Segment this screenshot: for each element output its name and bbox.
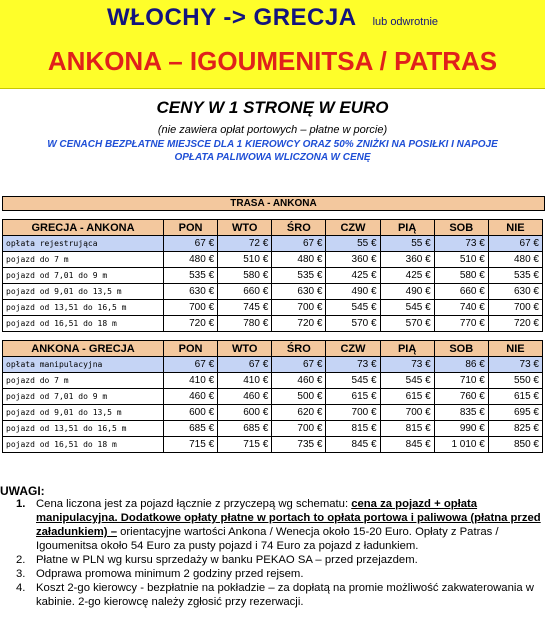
price-cell: 845 €: [380, 437, 434, 453]
price-cell: 630 €: [164, 284, 218, 300]
price-cell: 55 €: [326, 236, 380, 252]
price-cell: 570 €: [326, 316, 380, 332]
price-cell: 815 €: [380, 421, 434, 437]
notes-heading: UWAGI:: [0, 484, 45, 498]
price-cell: 535 €: [488, 268, 542, 284]
price-cell: 615 €: [488, 389, 542, 405]
price-cell: 570 €: [380, 316, 434, 332]
row-label: pojazd od 13,51 do 16,5 m: [3, 421, 164, 437]
prices-note: [0, 138, 545, 164]
price-cell: 720 €: [164, 316, 218, 332]
day-header: PIĄ: [380, 341, 434, 357]
table-row: [3, 316, 543, 332]
price-cell: 580 €: [434, 268, 488, 284]
day-header: PIĄ: [380, 220, 434, 236]
banner-title: WŁOCHY -> GRECJA: [106, 4, 357, 31]
row-label: pojazd od 7,01 do 9 m: [3, 389, 164, 405]
price-cell: 410 €: [218, 373, 272, 389]
day-header: NIE: [488, 341, 542, 357]
row-label: opłata rejestrująca: [3, 236, 164, 252]
price-cell: 1 010 €: [434, 437, 488, 453]
note-text: Odprawa promowa minimum 2 godziny przed rejsem.: [36, 568, 304, 580]
price-cell: 815 €: [326, 421, 380, 437]
price-cell: 490 €: [326, 284, 380, 300]
price-cell: 700 €: [164, 300, 218, 316]
note-item: [16, 581, 541, 609]
price-cell: 73 €: [326, 357, 380, 373]
note-number: 4.: [16, 582, 26, 594]
note-text: orientacyjne wartości Ankona / Wenecja około 15-20 Euro. Opłaty z Patras / Igoumenitsa około 54 Euro za pusty pojazd i 74 Euro za pojazd z ładunkiem.: [36, 526, 499, 552]
price-cell: 700 €: [326, 405, 380, 421]
price-cell: 425 €: [326, 268, 380, 284]
row-label: pojazd do 7 m: [3, 373, 164, 389]
table-title: ANKONA - GRECJA: [3, 341, 164, 357]
day-header: CZW: [326, 220, 380, 236]
price-cell: 630 €: [488, 284, 542, 300]
price-cell: 990 €: [434, 421, 488, 437]
price-cell: 715 €: [218, 437, 272, 453]
price-cell: 510 €: [434, 252, 488, 268]
price-cell: 660 €: [218, 284, 272, 300]
row-label: pojazd od 16,51 do 18 m: [3, 437, 164, 453]
fee-row: [3, 357, 543, 373]
row-label: opłata manipulacyjna: [3, 357, 164, 373]
price-cell: 480 €: [272, 252, 326, 268]
title-banner: [0, 0, 545, 89]
banner-route: ANKONA – IGOUMENITSA / PATRAS: [47, 46, 498, 76]
prices-note-line2: OPŁATA PALIWOWA WLICZONA W CENĘ: [174, 152, 371, 163]
day-header: NIE: [488, 220, 542, 236]
table-header-row: [3, 341, 543, 357]
price-cell: 600 €: [218, 405, 272, 421]
day-header: PON: [164, 341, 218, 357]
prices-title: CENY W 1 STRONĘ W EURO: [156, 98, 389, 117]
price-cell: 545 €: [380, 300, 434, 316]
price-cell: 73 €: [488, 357, 542, 373]
note-text: Płatne w PLN wg kursu sprzedaży w banku PEKAO SA – przed przejazdem.: [36, 554, 418, 566]
day-header: SOB: [434, 341, 488, 357]
price-cell: 480 €: [164, 252, 218, 268]
banner-subtitle: lub odwrotnie: [372, 16, 439, 28]
price-cell: 425 €: [380, 268, 434, 284]
price-cell: 700 €: [272, 421, 326, 437]
table-row: [3, 252, 543, 268]
table-row: [3, 373, 543, 389]
price-cell: 615 €: [326, 389, 380, 405]
table-row: [3, 437, 543, 453]
price-cell: 720 €: [272, 316, 326, 332]
price-cell: 360 €: [380, 252, 434, 268]
day-header: ŚRO: [272, 341, 326, 357]
table-row: [3, 405, 543, 421]
prices-note-line1: W CENACH BEZPŁATNE MIEJSCE DLA 1 KIEROWCY ORAZ 50% ZNIŻKI NA POSIŁKI I NAPOJE: [47, 139, 498, 150]
day-header: PON: [164, 220, 218, 236]
price-cell: 67 €: [218, 357, 272, 373]
price-cell: 835 €: [434, 405, 488, 421]
price-cell: 535 €: [164, 268, 218, 284]
row-label: pojazd od 9,01 do 13,5 m: [3, 284, 164, 300]
note-text: Cena liczona jest za pojazd łącznie z przyczepą wg schematu:: [36, 498, 352, 510]
price-cell: 67 €: [272, 236, 326, 252]
row-label: pojazd do 7 m: [3, 252, 164, 268]
price-cell: 615 €: [380, 389, 434, 405]
price-cell: 460 €: [164, 389, 218, 405]
price-cell: 410 €: [164, 373, 218, 389]
row-label: pojazd od 7,01 do 9 m: [3, 268, 164, 284]
prices-subtitle: (nie zawiera opłat portowych – płatne w porcie): [157, 124, 388, 136]
price-cell: 73 €: [380, 357, 434, 373]
note-text: Koszt 2-go kierowcy - bezpłatnie na pokładzie – za dopłatą na promie możliwość zakwaterowania w kabinie. 2-go kierowcę należy zgłosić przy rezerwacji.: [36, 582, 534, 608]
price-cell: 745 €: [218, 300, 272, 316]
price-cell: 695 €: [488, 405, 542, 421]
price-cell: 500 €: [272, 389, 326, 405]
price-cell: 740 €: [434, 300, 488, 316]
price-cell: 67 €: [488, 236, 542, 252]
table-title: GRECJA - ANKONA: [3, 220, 164, 236]
price-cell: 72 €: [218, 236, 272, 252]
price-cell: 460 €: [272, 373, 326, 389]
price-cell: 685 €: [164, 421, 218, 437]
note-number: 1.: [16, 498, 26, 510]
price-cell: 535 €: [272, 268, 326, 284]
price-cell: 780 €: [218, 316, 272, 332]
price-cell: 760 €: [434, 389, 488, 405]
table-row: [3, 300, 543, 316]
price-cell: 67 €: [272, 357, 326, 373]
price-cell: 545 €: [326, 373, 380, 389]
price-cell: 710 €: [434, 373, 488, 389]
price-cell: 700 €: [488, 300, 542, 316]
table-row: [3, 389, 543, 405]
price-cell: 660 €: [434, 284, 488, 300]
price-cell: 700 €: [272, 300, 326, 316]
price-cell: 73 €: [434, 236, 488, 252]
price-cell: 600 €: [164, 405, 218, 421]
fee-row: [3, 236, 543, 252]
day-header: WTO: [218, 220, 272, 236]
row-label: pojazd od 16,51 do 18 m: [3, 316, 164, 332]
price-cell: 545 €: [380, 373, 434, 389]
note-item: [16, 497, 541, 553]
price-cell: 510 €: [218, 252, 272, 268]
price-cell: 67 €: [164, 236, 218, 252]
price-cell: 630 €: [272, 284, 326, 300]
price-cell: 715 €: [164, 437, 218, 453]
row-label: pojazd od 13,51 do 16,5 m: [3, 300, 164, 316]
price-cell: 86 €: [434, 357, 488, 373]
price-cell: 845 €: [326, 437, 380, 453]
price-cell: 825 €: [488, 421, 542, 437]
price-cell: 735 €: [272, 437, 326, 453]
price-cell: 460 €: [218, 389, 272, 405]
notes-list: [16, 497, 541, 609]
price-cell: 55 €: [380, 236, 434, 252]
note-number: 3.: [16, 568, 26, 580]
day-header: CZW: [326, 341, 380, 357]
price-cell: 620 €: [272, 405, 326, 421]
note-item: [16, 553, 541, 567]
table-row: [3, 284, 543, 300]
price-cell: 490 €: [380, 284, 434, 300]
price-cell: 580 €: [218, 268, 272, 284]
day-header: WTO: [218, 341, 272, 357]
row-label: pojazd od 9,01 do 13,5 m: [3, 405, 164, 421]
price-cell: 700 €: [380, 405, 434, 421]
price-cell: 360 €: [326, 252, 380, 268]
price-cell: 685 €: [218, 421, 272, 437]
route-header: TRASA - ANKONA: [2, 196, 545, 211]
banner-title-line: [0, 4, 545, 32]
day-header: SOB: [434, 220, 488, 236]
price-cell: 850 €: [488, 437, 542, 453]
note-text-emphasis: cena za pojazd + opłata manipulacyjna. Dodatkowe opłaty płatne w portach to opłata portowa i paliwowa (płatna przed załadunkiem) –: [36, 498, 541, 538]
price-cell: 67 €: [164, 357, 218, 373]
price-cell: 770 €: [434, 316, 488, 332]
price-cell: 480 €: [488, 252, 542, 268]
day-header: ŚRO: [272, 220, 326, 236]
price-table-ankona-grecja: [2, 340, 543, 453]
table-row: [3, 421, 543, 437]
note-item: [16, 567, 541, 581]
price-cell: 550 €: [488, 373, 542, 389]
price-table-grecja-ankona: [2, 219, 543, 332]
table-header-row: [3, 220, 543, 236]
price-cell: 720 €: [488, 316, 542, 332]
table-row: [3, 268, 543, 284]
note-number: 2.: [16, 554, 26, 566]
price-cell: 545 €: [326, 300, 380, 316]
